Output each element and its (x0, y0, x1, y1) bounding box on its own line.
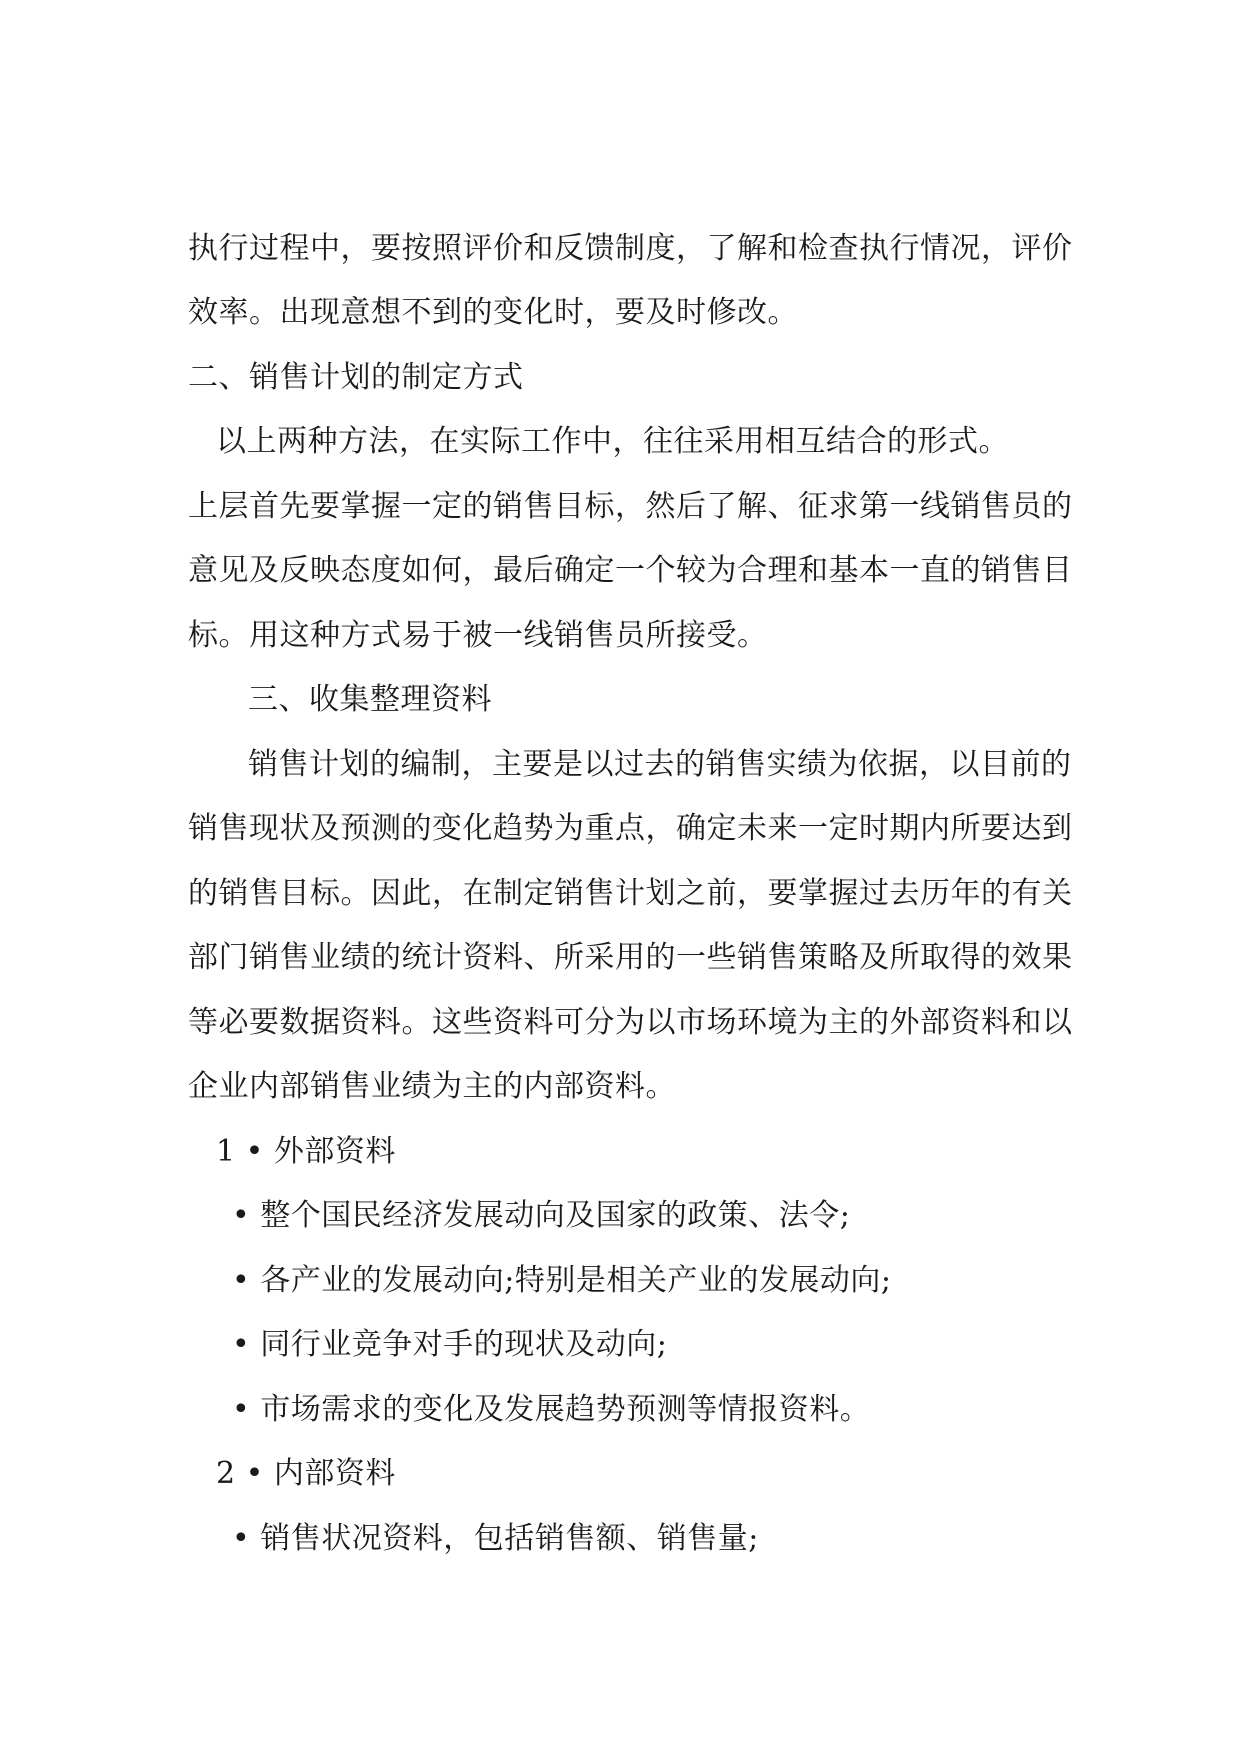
subsection-heading: 2 • 内部资料 (216, 1456, 396, 1491)
paragraph-line: 部门销售业绩的统计资料、所采用的一些销售策略及所取得的效果 (188, 940, 1073, 975)
paragraph-line: 等必要数据资料。这些资料可分为以市场环境为主的外部资料和以 (188, 1005, 1073, 1040)
list-item: • 市场需求的变化及发展趋势预测等情报资料。 (232, 1392, 871, 1427)
paragraph-line: 企业内部销售业绩为主的内部资料。 (188, 1069, 676, 1104)
subsection-heading: 1 • 外部资料 (216, 1134, 396, 1169)
paragraph-line: 销售计划的编制，主要是以过去的销售实绩为依据，以目前的 (248, 747, 1072, 782)
section-heading: 二、销售计划的制定方式 (188, 360, 524, 395)
section-heading: 三、收集整理资料 (248, 682, 492, 717)
paragraph-line: 执行过程中，要按照评价和反馈制度，了解和检查执行情况，评价 (188, 231, 1073, 266)
paragraph-line: 标。用这种方式易于被一线销售员所接受。 (188, 618, 768, 653)
paragraph-line: 上层首先要掌握一定的销售目标，然后了解、征求第一线销售员的 (188, 489, 1073, 524)
paragraph-line: 销售现状及预测的变化趋势为重点，确定未来一定时期内所要达到 (188, 811, 1073, 846)
list-item: • 销售状况资料，包括销售额、销售量; (232, 1521, 759, 1556)
paragraph-line: 以上两种方法，在实际工作中，往往采用相互结合的形式。 (216, 424, 1009, 459)
list-item: • 整个国民经济发展动向及国家的政策、法令; (232, 1198, 851, 1233)
paragraph-line: 的销售目标。因此，在制定销售计划之前，要掌握过去历年的有关 (188, 876, 1073, 911)
list-item: • 各产业的发展动向;特别是相关产业的发展动向; (232, 1263, 892, 1298)
paragraph-line: 效率。出现意想不到的变化时，要及时修改。 (188, 295, 798, 330)
list-item: • 同行业竞争对手的现状及动向; (232, 1327, 668, 1362)
paragraph-line: 意见及反映态度如何，最后确定一个较为合理和基本一直的销售目 (188, 553, 1073, 588)
